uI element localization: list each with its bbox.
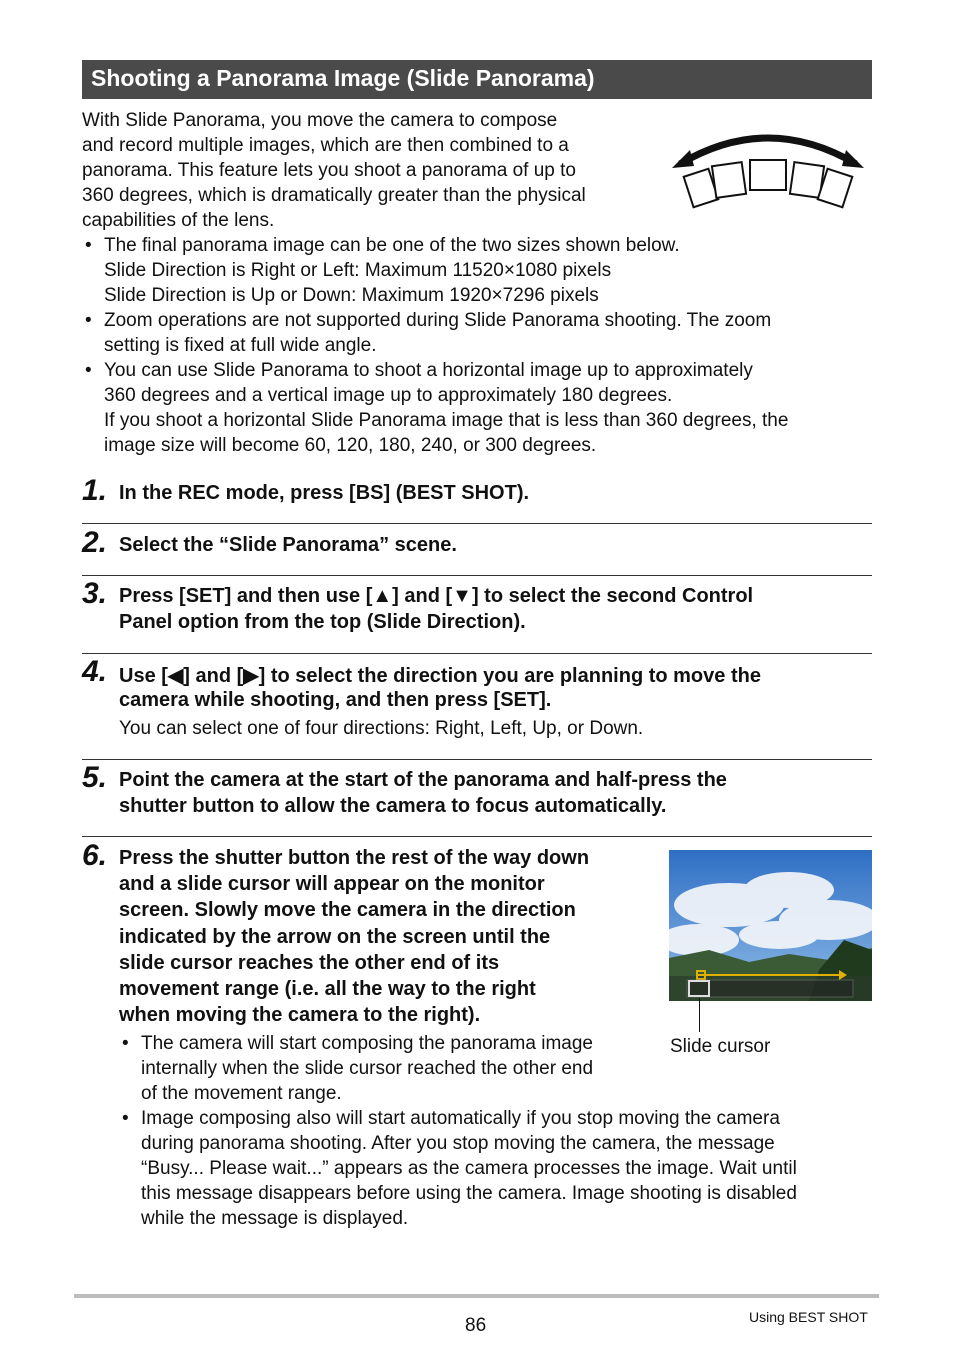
bullet-line: 360 degrees and a vertical image up to approximately 180 degrees. bbox=[104, 385, 673, 406]
step-text: Use [◀] and [▶] to select the direction you are planning to move the bbox=[119, 665, 761, 687]
callout-line bbox=[699, 998, 700, 1032]
figure-caption: Slide cursor bbox=[670, 1036, 771, 1057]
camera-icon bbox=[750, 160, 786, 190]
bullet-line: internally when the slide cursor reached the other end bbox=[141, 1058, 594, 1079]
step-text: Panel option from the top (Slide Direction). bbox=[119, 611, 526, 633]
step-text: Point the camera at the start of the panorama and half-press the bbox=[119, 769, 727, 791]
bullet-line: Slide Direction is Right or Left: Maximum 11520×1080 pixels bbox=[104, 260, 612, 281]
step-divider bbox=[82, 523, 872, 524]
step-text: camera while shooting, and then press [SET]. bbox=[119, 689, 552, 711]
footer-section-label: Using BEST SHOT bbox=[749, 1309, 868, 1325]
arrow-left-head bbox=[672, 150, 694, 168]
step-text: In the REC mode, press [BS] (BEST SHOT). bbox=[119, 482, 530, 504]
intro-line: With Slide Panorama, you move the camera to compose bbox=[82, 110, 558, 131]
bullet-line: The camera will start composing the panorama image bbox=[141, 1033, 593, 1054]
bullet-line: The final panorama image can be one of the two sizes shown below. bbox=[104, 235, 680, 256]
step-divider bbox=[82, 836, 872, 837]
panorama-screen-photo bbox=[669, 850, 872, 1001]
slide-bar bbox=[687, 980, 853, 997]
step-number: 3. bbox=[82, 577, 108, 610]
bullet-marker: • bbox=[85, 360, 92, 381]
camera-icon bbox=[712, 162, 746, 198]
arrow-right-head bbox=[842, 150, 864, 168]
bullet-line: this message disappears before using the camera. Image shooting is disabled bbox=[141, 1183, 797, 1204]
bullet-marker: • bbox=[85, 310, 92, 331]
bullet-marker: • bbox=[85, 235, 92, 256]
step-number: 5. bbox=[82, 761, 108, 794]
bullet-line: of the movement range. bbox=[141, 1083, 342, 1104]
step-text: movement range (i.e. all the way to the right bbox=[119, 978, 536, 1000]
step-note: You can select one of four directions: Right, Left, Up, or Down. bbox=[119, 718, 644, 739]
page-title: Shooting a Panorama Image (Slide Panorama) bbox=[91, 65, 595, 91]
step-divider bbox=[82, 575, 872, 576]
intro-line: 360 degrees, which is dramatically greater than the physical bbox=[82, 185, 586, 206]
bullet-line: setting is fixed at full wide angle. bbox=[104, 335, 377, 356]
step-text: Press [SET] and then use [▲] and [▼] to select the second Control bbox=[119, 585, 754, 607]
bullet-marker: • bbox=[122, 1033, 129, 1054]
bullet-marker: • bbox=[122, 1108, 129, 1129]
step-text: indicated by the arrow on the screen until the bbox=[119, 926, 551, 948]
footer-divider bbox=[74, 1294, 879, 1298]
bullet-line: Zoom operations are not supported during Slide Panorama shooting. The zoom bbox=[104, 310, 772, 331]
step-number: 1. bbox=[82, 474, 108, 507]
step-text: Select the “Slide Panorama” scene. bbox=[119, 534, 457, 556]
step-text: screen. Slowly move the camera in the direction bbox=[119, 899, 576, 921]
intro-line: panorama. This feature lets you shoot a panorama of up to bbox=[82, 160, 576, 181]
bullet-line: “Busy... Please wait...” appears as the camera processes the image. Wait until bbox=[141, 1158, 797, 1179]
step-number: 6. bbox=[82, 839, 108, 872]
step-number: 2. bbox=[82, 526, 108, 559]
step-text: Press the shutter button the rest of the way down bbox=[119, 847, 590, 869]
step-text: when moving the camera to the right). bbox=[119, 1004, 481, 1026]
step-text: slide cursor reaches the other end of its bbox=[119, 952, 500, 974]
bullet-line: image size will become 60, 120, 180, 240, or 300 degrees. bbox=[104, 435, 597, 456]
bullet-line: If you shoot a horizontal Slide Panorama image that is less than 360 degrees, the bbox=[104, 410, 789, 431]
bullet-line: You can use Slide Panorama to shoot a horizontal image up to approximately bbox=[104, 360, 753, 381]
step-text: and a slide cursor will appear on the monitor bbox=[119, 873, 545, 895]
step-number: 4. bbox=[82, 655, 108, 688]
step-text: shutter button to allow the camera to focus automatically. bbox=[119, 795, 667, 817]
bullet-line: during panorama shooting. After you stop moving the camera, the message bbox=[141, 1133, 775, 1154]
step-divider bbox=[82, 653, 872, 654]
bullet-line: Image composing also will start automatically if you stop moving the camera bbox=[141, 1108, 780, 1129]
bullet-line: Slide Direction is Up or Down: Maximum 1920×7296 pixels bbox=[104, 285, 599, 306]
intro-line: and record multiple images, which are then combined to a bbox=[82, 135, 569, 156]
bullet-line: while the message is displayed. bbox=[141, 1208, 409, 1229]
intro-line: capabilities of the lens. bbox=[82, 210, 275, 231]
page-number: 86 bbox=[465, 1315, 487, 1336]
section-title-bar bbox=[82, 60, 872, 99]
step-divider bbox=[82, 759, 872, 760]
camera-sweep-illustration bbox=[668, 122, 868, 214]
